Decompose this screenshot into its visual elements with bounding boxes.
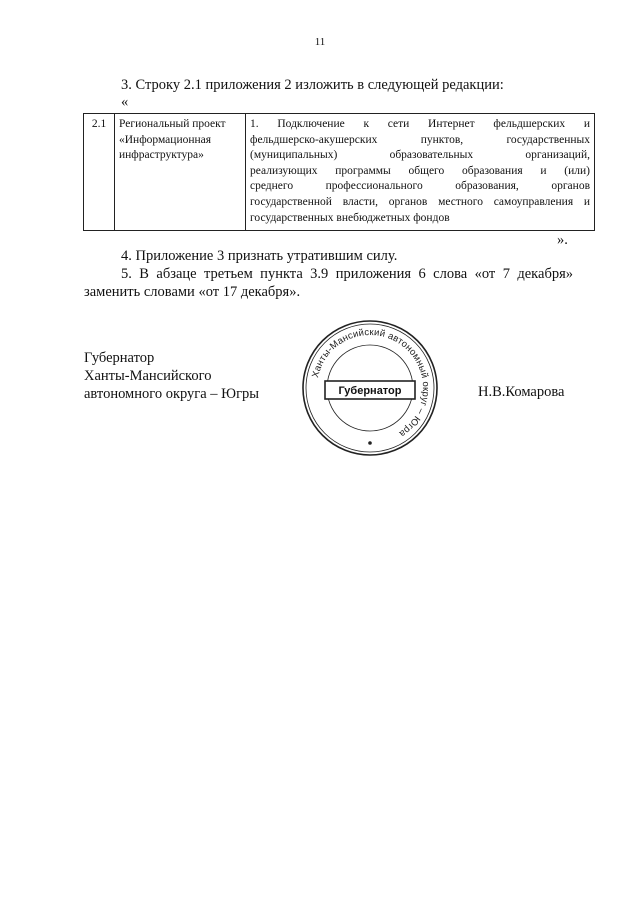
signatory-title [84,349,259,403]
seal-center-text: Губернатор [338,385,402,397]
signatory-title-line: Губернатор [84,350,155,366]
page-number: 11 [314,36,326,48]
seal-ring-text: Ханты-Мансийский автономный округ – Югра [310,326,432,440]
item-4-text: 4. Приложение 3 признать утратившим силу. [121,248,398,264]
item-3-text: 3. Строку 2.1 приложения 2 изложить в следующей редакции: [121,77,504,93]
description-line: (муниципальных) образовательных организаций, [250,149,590,162]
description-cell [246,114,595,231]
item-5-line-1: 5. В абзаце третьем пункта 3.9 приложения 6 слова «от 7 декабря» [121,266,573,282]
seal-dot [368,441,372,445]
project-line: «Информационная [119,133,212,146]
signatory-title-line: Ханты-Мансийского [84,368,212,384]
description-line: государственных внебюджетных фондов [250,211,450,224]
project-line: Региональный проект [119,118,226,130]
description-line: реализующих программы общего образования и (или) [250,164,590,177]
signatory-title-line: автономного округа – Югры [84,386,260,402]
project-line: инфраструктура» [119,149,204,162]
closing-quote: ». [557,232,568,248]
official-seal [300,318,440,458]
opening-quote: « [121,94,129,110]
row-number-cell: 2.1 [84,114,115,231]
description-line: 1. Подключение к сети Интернет фельдшерских и [250,118,590,130]
table-row [84,114,595,231]
description-line: среднего профессионального образования, органов [250,180,590,193]
signatory-name: Н.В.Комарова [478,384,565,400]
description-line: государственной власти, органов местного самоуправления и [250,195,590,208]
item-5-line-2: заменить словами «от 17 декабря». [84,284,301,300]
description-line: фельдшерско-акушерских пунктов, государственных [250,133,590,146]
amendment-table [83,113,595,231]
project-cell [115,114,246,231]
